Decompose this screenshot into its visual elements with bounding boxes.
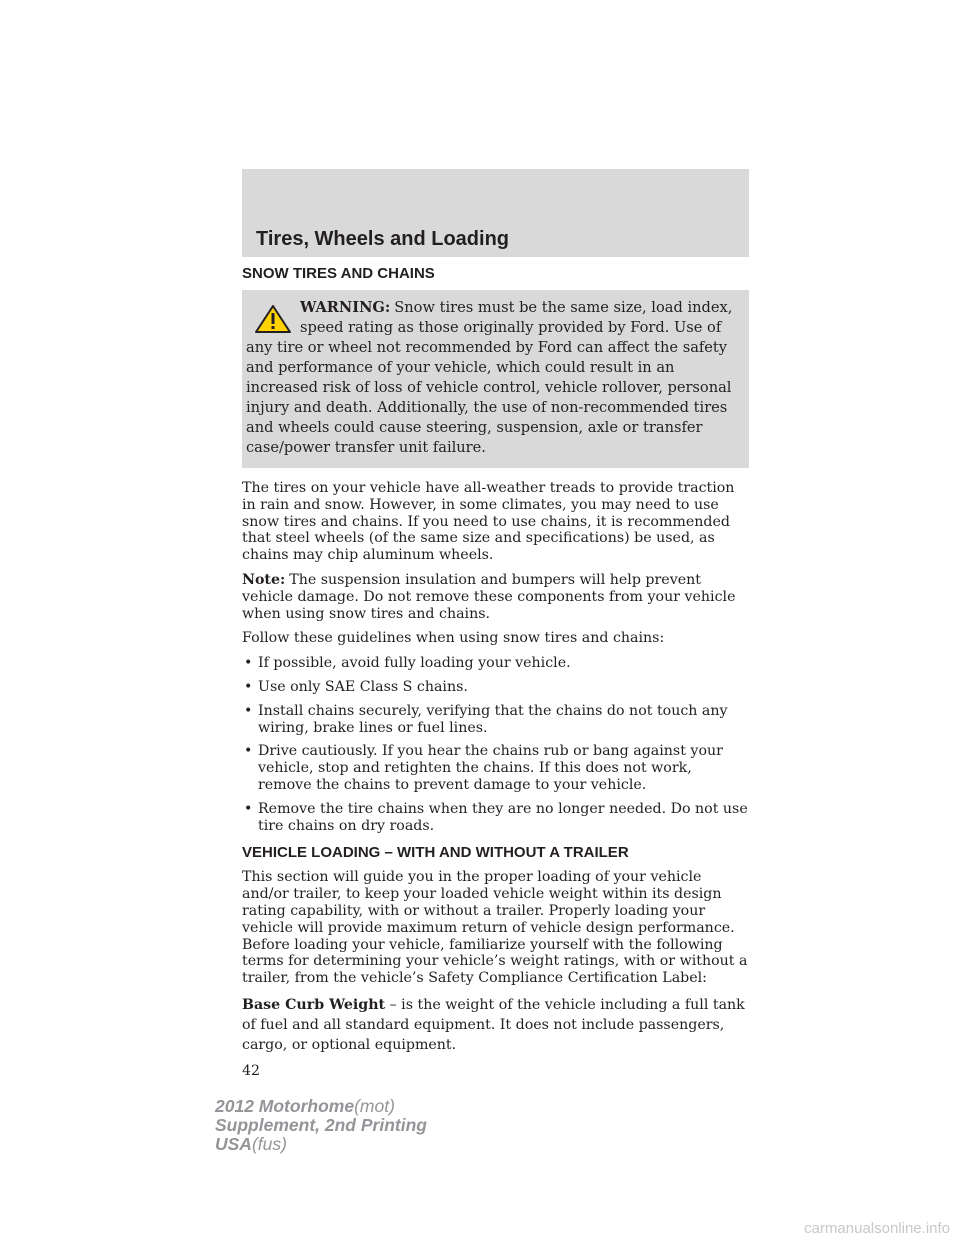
term-label: Base Curb Weight [242,996,386,1013]
list-item-text: Drive cautiously. If you hear the chains rub or bang against your vehicle, stop and retighten the chains. If this does not work, remove the chains to prevent damage to your vehicle. [258,743,723,793]
footer-region: USA [215,1134,252,1154]
bullet: • [244,678,253,695]
list-item [242,655,749,672]
term-paragraph [242,995,749,1055]
warning-triangle-icon [254,304,292,334]
list-item-text: Use only SAE Class S chains. [258,678,468,695]
page-content [242,265,749,1080]
bullet: • [244,800,253,817]
footer-line-2: Supplement, 2nd Printing [215,1115,427,1135]
list-item [242,703,749,737]
footer-line-3 [215,1135,427,1154]
list-item-text: If possible, avoid fully loading your vehicle. [258,655,571,672]
list-item-text: Install chains securely, verifying that the chains do not touch any wiring, brake lines or fuel lines. [258,702,728,736]
list-item [242,743,749,793]
warning-label: WARNING: [300,299,391,316]
snow-intro-paragraph: The tires on your vehicle have all-weather treads to provide traction in rain and snow. However, in some climates, you may need to use snow tires and chains. If you need to use chains, it is recommended that steel wheels (of the same size and specifications) be used, as chains may chip aluminum wheels. [242,480,735,564]
bullet: • [244,655,253,672]
list-item-text: Remove the tire chains when they are no longer needed. Do not use tire chains on dry roads. [258,800,748,834]
loading-intro-paragraph: This section will guide you in the proper loading of your vehicle and/or trailer, to keep your loaded vehicle weight within its design rating capability, with or without a trailer. Properly loading your vehicle will provide maximum return of vehicle design performance. Before loading your vehicle, familiarize yourself with the following terms for determining your vehicle’s weight ratings, with or without a trailer, from the vehicle’s Safety Compliance Certification Label: [242,869,748,987]
footer-model-code: (mot) [354,1096,395,1116]
list-item [242,679,749,696]
note-label: Note: [242,571,286,588]
section-header-title: Tires, Wheels and Loading [256,228,510,250]
watermark[interactable]: carmanualsonline.info [804,1220,950,1237]
guidelines-intro: Follow these guidelines when using snow tires and chains: [242,630,665,647]
section-header-band [242,169,749,257]
bullet: • [244,702,253,719]
snow-section-heading: SNOW TIRES AND CHAINS [242,265,435,282]
list-item [242,801,749,835]
guidelines-list [242,655,749,834]
note-text: The suspension insulation and bumpers will help prevent vehicle damage. Do not remove these components from your vehicle when using snow tires and chains. [242,571,736,622]
footer [215,1097,427,1154]
warning-text: Snow tires must be the same size, load index, speed rating as those originally provided by Ford. Use of any tire or wheel not recommended by Ford can affect the safety and performance of your vehicle, which could result in an increased risk of loss of vehicle control, vehicle rollover, personal injury and death. Additionally, the use of non-recommended tires and wheels could cause steering, suspension, axle or transfer case/power transfer unit failure. [246,299,733,456]
warning-box [242,290,749,468]
footer-model: 2012 Motorhome [215,1096,355,1116]
footer-line-1 [215,1097,427,1116]
footer-region-code: (fus) [251,1134,287,1154]
bullet: • [244,743,253,760]
page-number: 42 [242,1062,261,1079]
term-definition: – is the weight of the vehicle including a full tank of fuel and all standard equipment. It does not include passengers, cargo, or optional equipment. [242,996,745,1053]
note-paragraph [242,572,749,622]
loading-section-heading: VEHICLE LOADING – WITH AND WITHOUT A TRAILER [242,844,629,862]
